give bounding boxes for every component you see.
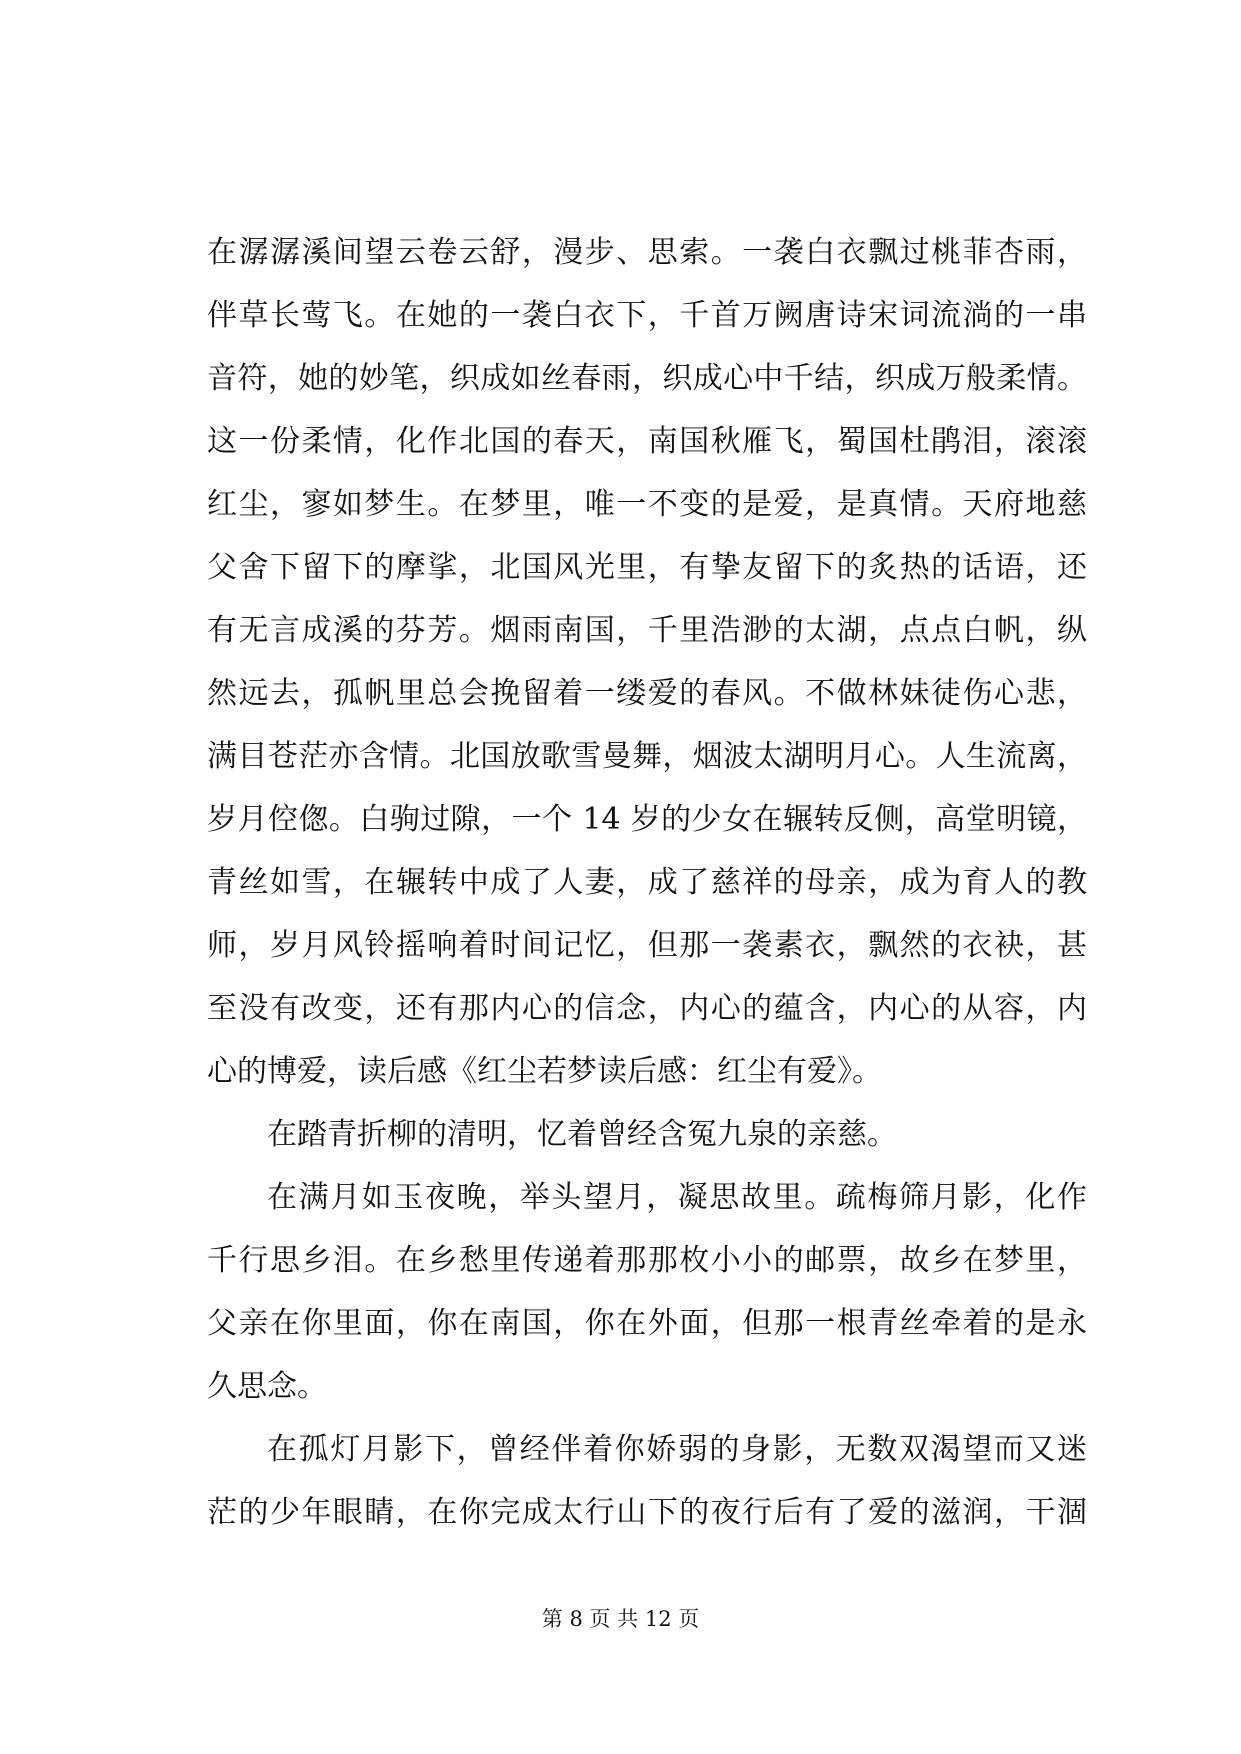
- text-line: 音符，她的妙笔，织成如丝春雨，织成心中千结，织成万般柔情。: [207, 361, 1087, 396]
- text-line: 在满月如玉夜晚，举头望月，凝思故里。疏梅筛月影，化作: [267, 1180, 1087, 1215]
- text-line: 红尘，寥如梦生。在梦里，唯一不变的是爱，是真情。天府地慈: [207, 487, 1087, 522]
- page-number-footer: 第 8 页 共 12 页: [541, 1607, 700, 1631]
- text-line: 青丝如雪，在辗转中成了人妻，成了慈祥的母亲，成为育人的教: [207, 865, 1087, 900]
- body-text: [207, 221, 1087, 1544]
- text-line: 岁月倥偬。白驹过隙，一个 14 岁的少女在辗转反侧，高堂明镜，: [207, 802, 1087, 837]
- text-line: 至没有改变，还有那内心的信念，内心的蕴含，内心的从容，内: [207, 991, 1087, 1026]
- text-line: 这一份柔情，化作北国的春天，南国秋雁飞，蜀国杜鹃泪，滚滚: [207, 424, 1087, 459]
- text-line: 然远去，孤帆里总会挽留着一缕爱的春风。不做林妹徒伤心悲，: [207, 676, 1087, 711]
- text-line: 父舍下留下的摩挲，北国风光里，有挚友留下的炙热的话语，还: [207, 550, 1087, 585]
- text-line: 在潺潺溪间望云卷云舒，漫步、思索。一袭白衣飘过桃菲杏雨，: [207, 235, 1087, 270]
- text-line: 久思念。: [207, 1369, 327, 1404]
- text-line: 茫的少年眼睛，在你完成太行山下的夜行后有了爱的滋润，干涸: [207, 1495, 1087, 1530]
- text-line: 父亲在你里面，你在南国，你在外面，但那一根青丝牵着的是永: [207, 1306, 1087, 1341]
- text-line: 师，岁月风铃摇响着时间记忆，但那一袭素衣，飘然的衣袂，甚: [207, 928, 1087, 963]
- text-line: 心的博爱，读后感《红尘若梦读后感：红尘有爱》。: [207, 1054, 882, 1089]
- text-line: 在踏青折柳的清明，忆着曾经含冤九泉的亲慈。: [267, 1117, 897, 1152]
- text-line: 有无言成溪的芬芳。烟雨南国，千里浩渺的太湖，点点白帆，纵: [207, 613, 1087, 648]
- text-line: 千行思乡泪。在乡愁里传递着那那枚小小的邮票，故乡在梦里，: [207, 1243, 1087, 1278]
- text-line: 伴草长莺飞。在她的一袭白衣下，千首万阙唐诗宋词流淌的一串: [207, 298, 1087, 333]
- text-line: 在孤灯月影下，曾经伴着你娇弱的身影，无数双渴望而又迷: [267, 1432, 1087, 1467]
- text-line: 满目苍茫亦含情。北国放歌雪曼舞，烟波太湖明月心。人生流离，: [207, 739, 1087, 774]
